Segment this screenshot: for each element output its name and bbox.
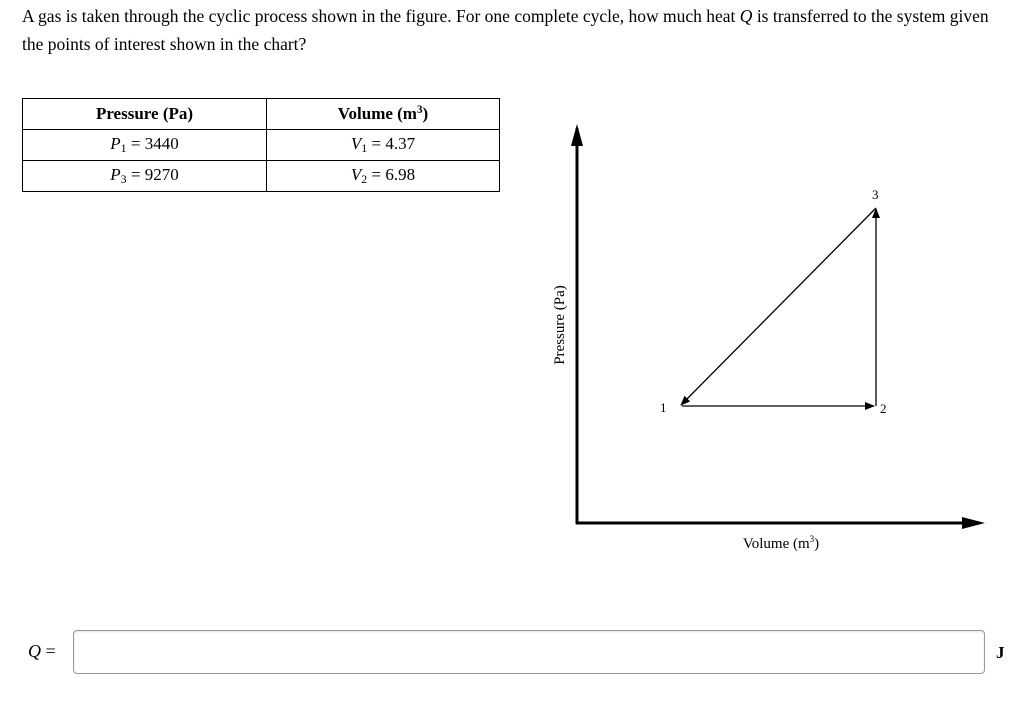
answer-label: Q = (28, 641, 56, 661)
header-volume: Volume $(m^3)$ (267, 99, 500, 130)
y-axis-label: Pressure (Pa) (552, 285, 568, 365)
point-label-2: 2 (880, 401, 887, 416)
point-label-3: 3 (872, 187, 879, 202)
question-text: A gas is taken through the cyclic process shown in the figure. For one complete cycle, how much heat Q is transferred to the system given the points of interest shown in the chart? (22, 6, 989, 54)
cell-volume-1: $V_1 = 4.37$ (267, 130, 500, 161)
heat-variable: Q (739, 6, 753, 26)
cell-pressure-1: $P_1 = 3440$ (23, 130, 267, 161)
header-pressure: Pressure (Pa) (23, 99, 267, 130)
cell-volume-2: $V_2 = 6.98$ (267, 161, 500, 192)
answer-unit: J (996, 643, 1005, 662)
x-axis-label: Volume $(m^3)$ (742, 534, 820, 552)
answer-input[interactable] (73, 630, 985, 674)
y-axis-arrow-icon (571, 124, 583, 146)
cell-pressure-3: $P_3 = 9270$ (23, 161, 267, 192)
point-label-1: 1 (660, 400, 667, 415)
x-axis-arrow-icon (962, 517, 985, 529)
path-3-to-1 (681, 208, 876, 405)
